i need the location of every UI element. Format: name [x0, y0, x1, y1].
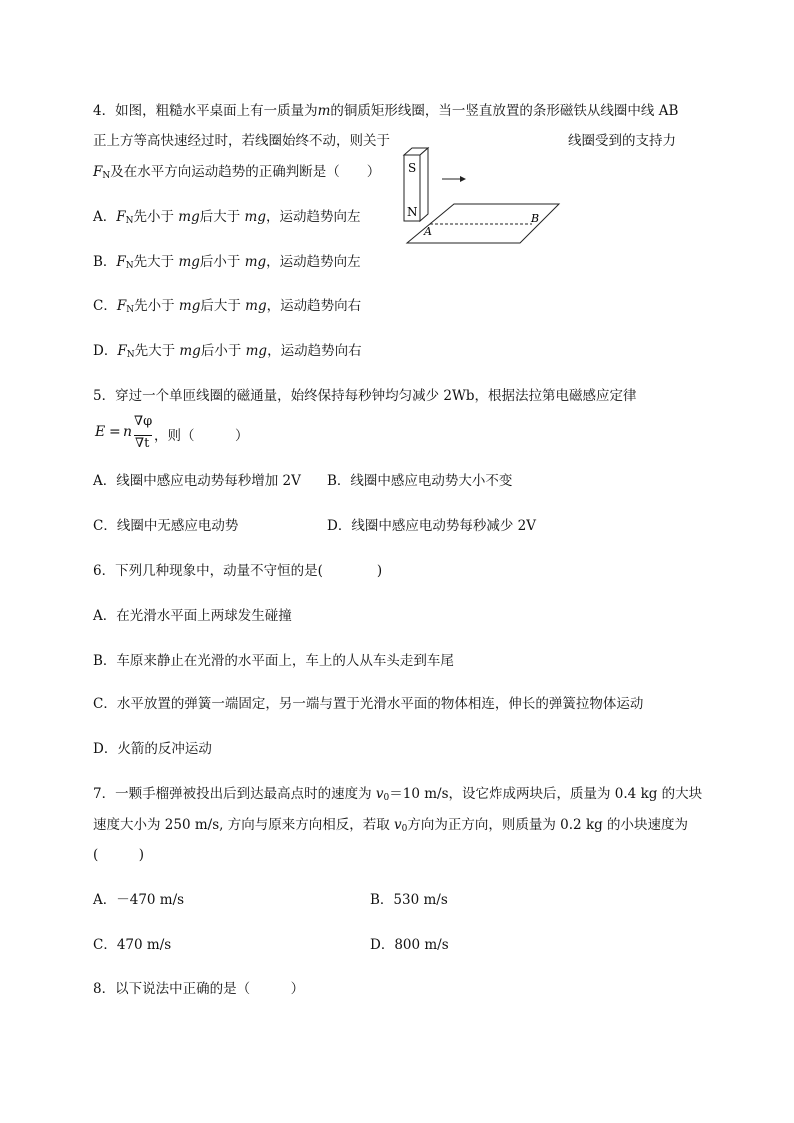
magnet-label-s: S — [408, 161, 417, 175]
magnet-coil-diagram — [402, 145, 572, 255]
q4-option-d: D．$F_N$先大于 mg后小于 mg，运动趋势向右 — [93, 343, 362, 360]
point-label-a: A — [424, 225, 432, 238]
q5-option-a: A．线圈中感应电动势每秒增加 2V — [93, 473, 301, 489]
q5-option-d: D．线圈中感应电动势每秒减少 2V — [327, 518, 536, 534]
motion-arrow-head — [460, 176, 466, 182]
point-label-b: B — [531, 212, 540, 225]
q6-option-d: D．火箭的反冲运动 — [93, 741, 212, 757]
q7-option-d: D．800 m/s — [370, 937, 449, 953]
q6-option-b: B．车原来静止在光滑的水平面上，车上的人从车头走到车尾 — [93, 653, 454, 669]
q5-stem-line1: 5．穿过一个单匝线圈的磁通量，始终保持每秒钟均匀减少 2Wb，根据法拉第电磁感应定律 — [93, 388, 637, 404]
q4-option-c: C．$F_N$先小于 mg后大于 mg，运动趋势向右 — [93, 298, 362, 315]
formula-n: n — [123, 424, 133, 440]
q4-figure-magnet-coil — [402, 145, 572, 259]
q5-option-b: B．线圈中感应电动势大小不变 — [327, 473, 513, 489]
q4-stem-line2: 正上方等高快速经过时，若线圈始终不动，则关于 — [93, 133, 390, 149]
formula-numerator: ∇φ — [134, 414, 153, 429]
q8-stem: 8．以下说法中正确的是（ ） — [93, 981, 305, 997]
q4-option-a: A．$F_N$先小于 mg后大于 mg，运动趋势向左 — [93, 209, 361, 226]
q7-stem-line1: 7．一颗手榴弹被投出后到达最高点时的速度为 $v_0=10$ m/s，设它炸成两块后，质量为 0.4 kg 的大块 — [93, 786, 703, 803]
q6-option-a: A．在光滑水平面上两球发生碰撞 — [93, 608, 292, 624]
q7-option-a: A．－470 m/s — [93, 892, 185, 908]
q5-formula — [93, 414, 249, 454]
formula-denominator: ∇t — [135, 436, 150, 451]
q7-option-c: C．470 m/s — [93, 937, 172, 953]
q4-stem-line3: $F_N$及在水平方向运动趋势的正确判断是（ ） — [93, 164, 381, 181]
q6-option-c: C．水平放置的弹簧一端固定，另一端与置于光滑水平面的物体相连，伸长的弹簧拉物体运动 — [93, 696, 644, 712]
formula-e: E — [95, 424, 106, 440]
q5-option-c: C．线圈中无感应电动势 — [93, 518, 239, 534]
q6-stem: 6．下列几种现象中，动量不守恒的是( ) — [93, 563, 383, 579]
q7-stem-line3: ( ) — [93, 847, 145, 863]
q7-option-b: B．530 m/s — [370, 892, 448, 908]
q7-stem-line2: 速度大小为 250 m/s, 方向与原来方向相反，若取 $v_0$方向为正方向，则质量为 0.2 kg 的小块速度为 — [93, 817, 689, 834]
q4-stem-line2-right: 线圈受到的支持力 — [568, 133, 676, 149]
magnet-label-n: N — [407, 205, 418, 219]
formula-equals: = — [109, 424, 121, 440]
magnet-side-face — [420, 148, 428, 221]
q4-option-b: B．$F_N$先大于 mg后小于 mg，运动趋势向左 — [93, 254, 361, 271]
q4-stem-line1: 4．如图，粗糙水平桌面上有一质量为m的铜质矩形线圈，当一竖直放置的条形磁铁从线圈中线 AB — [93, 103, 679, 119]
formula-tail: ，则（ ） — [154, 428, 249, 444]
